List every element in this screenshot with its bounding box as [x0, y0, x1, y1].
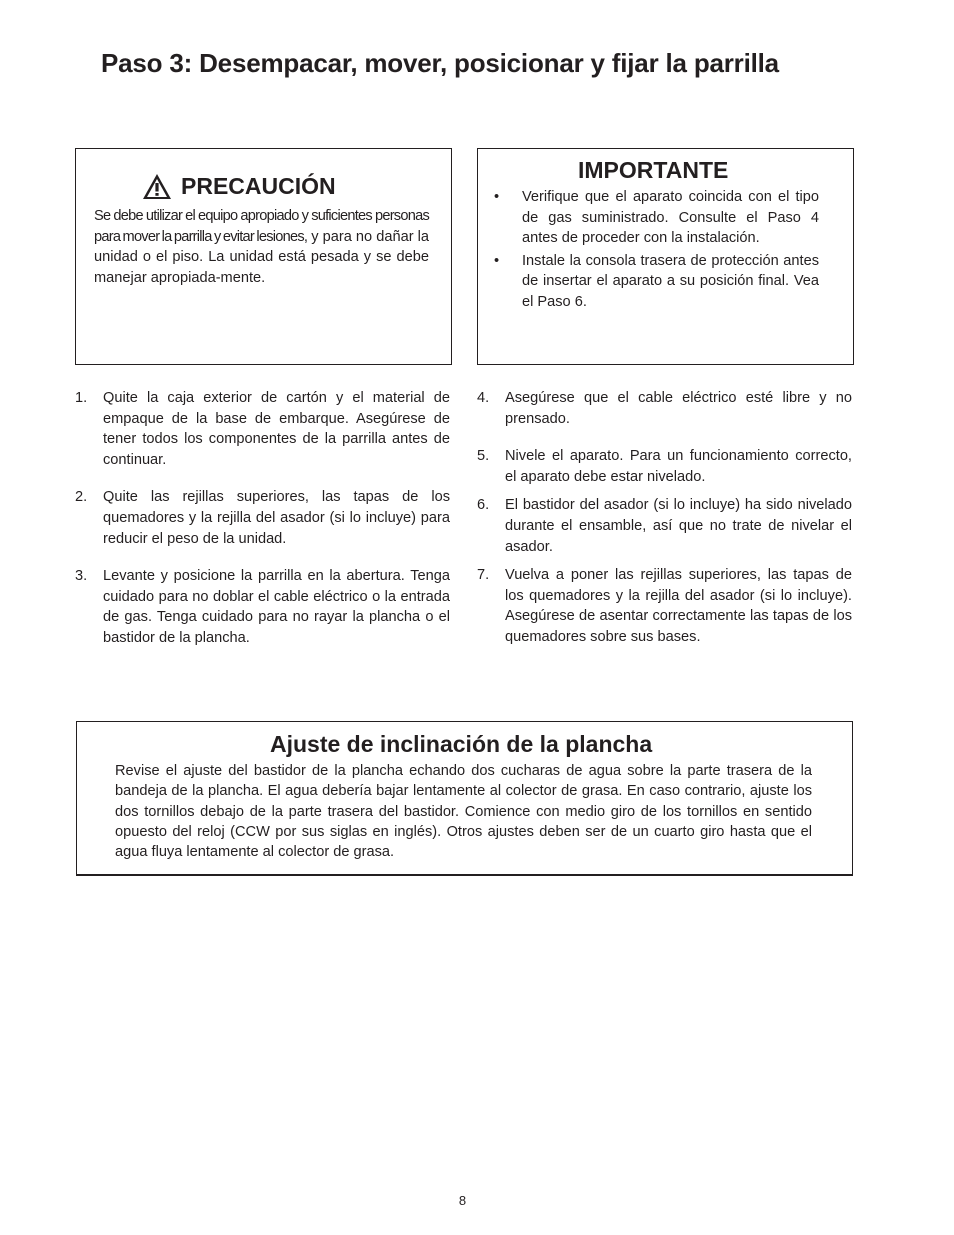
caution-box	[75, 148, 452, 365]
important-box	[477, 148, 854, 365]
important-item-text: Verifique que el aparato coincida con el tipo de gas suministrado. Consulte el Paso 4 antes de proceder con la instalación.	[522, 189, 819, 247]
page-title: Paso 3: Desempacar, mover, posicionar y fijar la parrilla	[101, 48, 779, 78]
caution-text-part2: y para no dañar la unidad o el piso. La unidad está pesada y se debe manejar apropiada-mente.	[94, 228, 429, 286]
important-item	[478, 251, 853, 313]
caution-heading	[142, 173, 336, 200]
important-item	[478, 187, 853, 249]
step-text: Levante y posicione la parrilla en la abertura. Tenga cuidado para no doblar el cable eléctrico o la entrada de gas. Tenga cuidado para no rayar la plancha o el bastidor de la plancha.	[103, 568, 450, 646]
step-item	[477, 388, 852, 429]
step-item	[477, 565, 852, 647]
step-text: El bastidor del asador (si lo incluye) ha sido nivelado durante el ensamble, así que no trate de nivelar el asador.	[505, 497, 852, 555]
step-number: 7.	[477, 567, 490, 584]
step-text: Quite las rejillas superiores, las tapas de los quemadores y la rejilla del asador (si lo incluye) para reducir el peso de la unidad.	[103, 489, 450, 547]
step-item	[75, 566, 450, 648]
step-number: 6.	[477, 497, 490, 514]
step-text: Nivele el aparato. Para un funcionamiento correcto, el aparato debe estar nivelado.	[505, 448, 852, 485]
important-list	[478, 187, 853, 313]
step-text: Asegúrese que el cable eléctrico esté libre y no prensado.	[505, 390, 852, 427]
step-number: 4.	[477, 390, 490, 406]
step-text: Quite la caja exterior de cartón y el material de empaque de la base de embarque. Asegúrese de tener todos los componentes de la parrilla antes de continuar.	[103, 390, 450, 468]
bullet-icon: •	[494, 189, 500, 205]
step-item	[477, 446, 852, 487]
step-item	[477, 495, 852, 557]
important-item-text: Instale la consola trasera de protección antes de insertar el aparato a su posición final. Vea el Paso 6.	[522, 252, 819, 310]
step-item	[75, 388, 450, 470]
step-item	[75, 487, 450, 549]
griddle-tilt-heading: Ajuste de inclinación de la plancha	[270, 731, 653, 757]
step-text: Vuelva a poner las rejillas superiores, las tapas de los quemadores y la rejilla del asador (si lo incluye). Asegúrese de asentar correctamente las tapas de los quemadores sobre sus bases.	[505, 567, 852, 645]
warning-triangle-icon	[142, 173, 172, 200]
step-number: 5.	[477, 448, 490, 465]
important-heading: IMPORTANTE	[578, 157, 729, 183]
steps-list-right	[477, 388, 852, 648]
griddle-tilt-text: Revise el ajuste del bastidor de la plancha echando dos cucharas de agua sobre la parte trasera de la bandeja de la plancha. El agua debería bajar lentamente al colector de grasa. En caso contrario, ajuste los dos tornillos debajo de la parte trasera del bastidor. Comience con medio giro de los tornillos en sentido opuesto del reloj (CCW por sus siglas en inglés). Otros ajustes deben ser de un cuarto giro hasta que el agua fluya lentamente al colector de grasa.	[115, 763, 812, 861]
griddle-tilt-box	[76, 721, 853, 876]
bullet-icon: •	[494, 252, 500, 269]
page-number: 8	[458, 1193, 467, 1208]
caution-title: PRECAUCIÓN	[181, 173, 336, 199]
caution-text-part1: Se debe utilizar el equipo apropiado y suficientes personas para mover la parrilla y evitar lesiones,	[94, 208, 429, 245]
step-number: 3.	[75, 568, 88, 585]
step-number: 2.	[75, 489, 88, 506]
step-number: 1.	[75, 390, 88, 406]
steps-list-left	[75, 388, 450, 649]
caution-text	[94, 206, 429, 288]
